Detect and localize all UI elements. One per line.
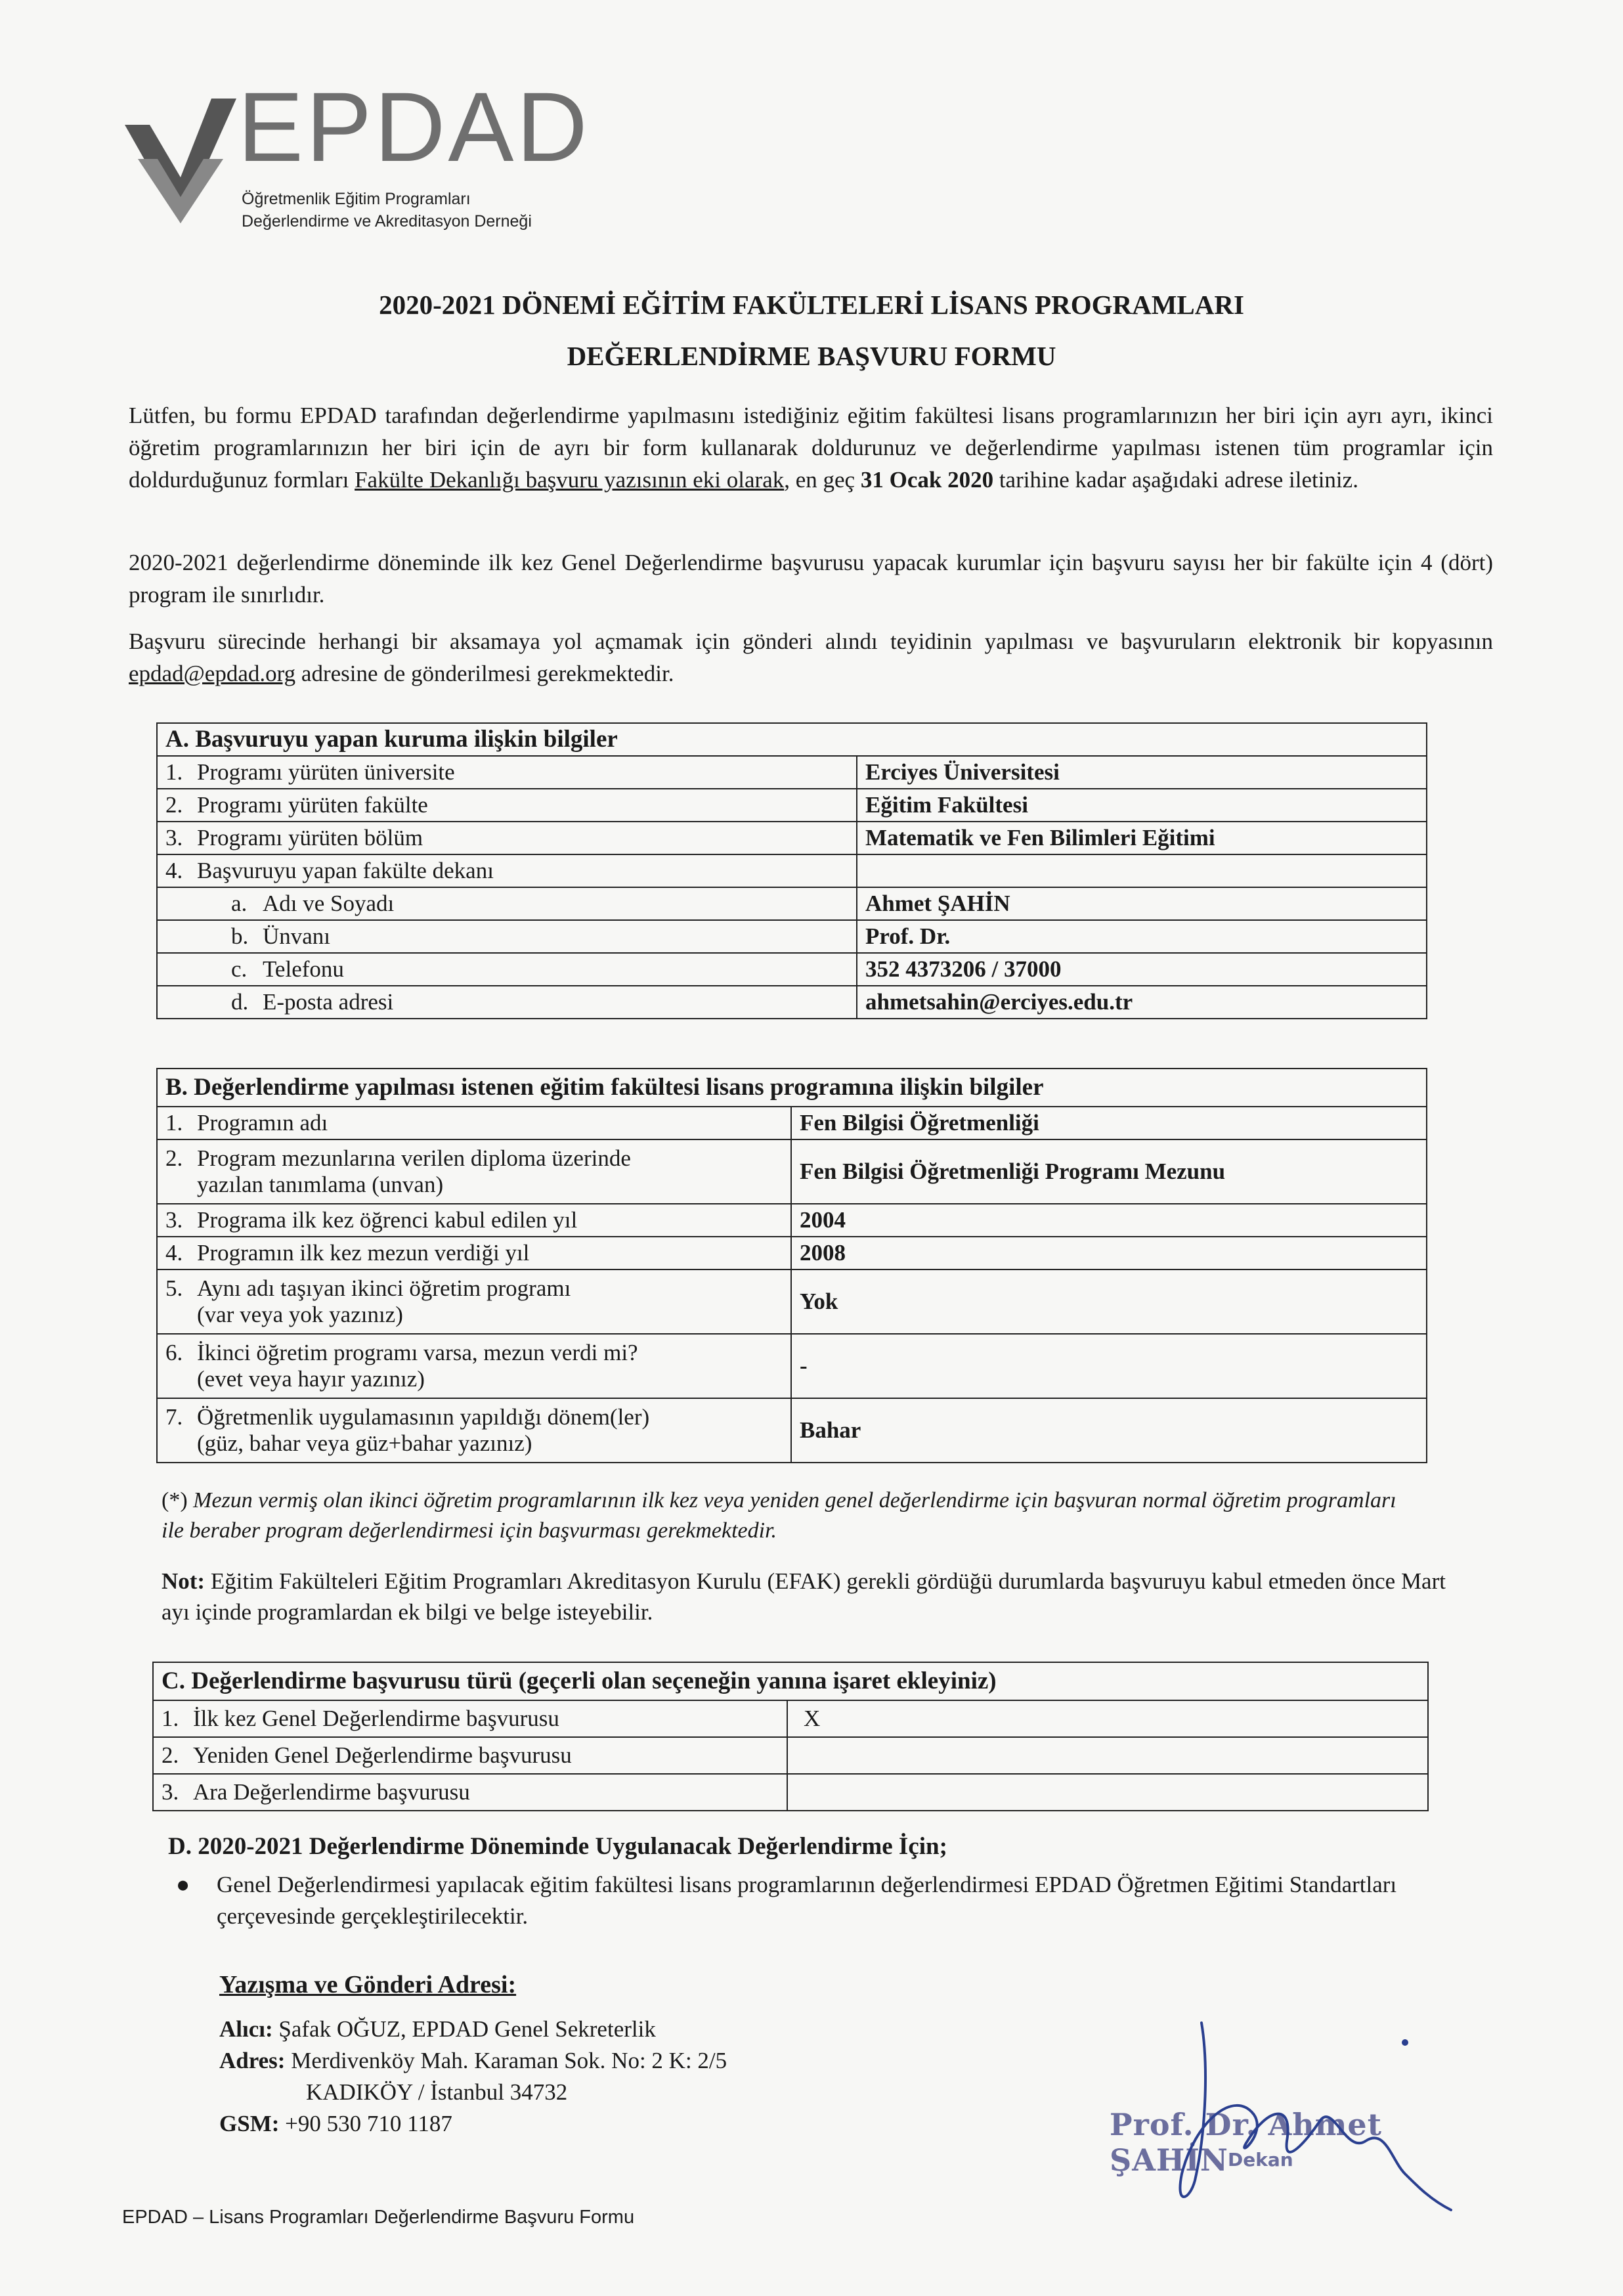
table-row xyxy=(157,756,1427,789)
row-value: Ahmet ŞAHİN xyxy=(857,887,1427,920)
postal-address-line2: KADIKÖY / İstanbul 34732 xyxy=(306,2079,568,2105)
row-value: Matematik ve Fen Bilimleri Eğitimi xyxy=(857,822,1427,854)
table-row xyxy=(157,789,1427,822)
intro-paragraph-1: Lütfen, bu formu EPDAD tarafından değerlendirme yapılmasını istediğiniz eğitim fakültesi lisans programlarınızın her biri için ayrı ayrı, ikinci öğretim programlarınızın her biri için de ayrı bir form kullanarak doldurunuz ve değerlendirme yapılması istenen tüm programlar için doldurduğunuz formları Fakülte Dekanlığı başvuru yazısının eki olarak, en geç 31 Ocak 2020 tarihine kadar aşağıdaki adrese iletiniz. xyxy=(129,403,1493,493)
row-label: 1. Programın adı xyxy=(157,1107,791,1139)
table-row xyxy=(157,953,1427,986)
section-b-table xyxy=(156,1068,1427,1463)
table-row xyxy=(153,1737,1428,1774)
row-label: 5. Aynı adı taşıyan ikinci öğretim programı (var veya yok yazınız) xyxy=(157,1269,791,1334)
logo-subtitle: Öğretmenlik Eğitim Programları Değerlendirme ve Akreditasyon Derneği xyxy=(242,190,532,231)
table-row xyxy=(157,1398,1427,1463)
row-value: Eğitim Fakültesi xyxy=(857,789,1427,822)
selection-cell[interactable] xyxy=(787,1737,1428,1774)
row-label: 2. Program mezunlarına verilen diploma üzerinde yazılan tanımlama (unvan) xyxy=(157,1139,791,1204)
table-row xyxy=(157,1204,1427,1237)
row-label: 3. Programa ilk kez öğrenci kabul edilen yıl xyxy=(157,1204,791,1237)
page-title-line2: DEĞERLENDİRME BAŞVURU FORMU xyxy=(567,341,1056,371)
signature xyxy=(1156,2010,1471,2213)
section-a-table xyxy=(156,722,1427,1019)
selection-cell[interactable] xyxy=(787,1774,1428,1811)
table-row xyxy=(153,1774,1428,1811)
row-label: 2. Programı yürüten fakülte xyxy=(157,789,857,822)
row-label: c. Telefonu xyxy=(157,953,857,986)
row-label: b. Ünvanı xyxy=(157,920,857,953)
dean-letter-attachment-text: Fakülte Dekanlığı başvuru yazısının eki olarak xyxy=(355,467,785,493)
recipient: Alıcı: Şafak OĞUZ, EPDAD Genel Sekreterlik xyxy=(219,2016,656,2042)
table-row xyxy=(157,1107,1427,1139)
table-row xyxy=(153,1700,1428,1737)
section-a-header: A. Başvuruyu yapan kuruma ilişkin bilgiler xyxy=(157,723,1427,756)
footnote: (*) Mezun vermiş olan ikinci öğretim programlarının ilk kez veya yeniden genel değerlendirme için başvuran normal öğretim programları ile beraber program değerlendirmesi için başvurması gerekmektedir. xyxy=(162,1488,1396,1543)
row-label: 1. İlk kez Genel Değerlendirme başvurusu xyxy=(153,1700,787,1737)
row-value: ahmetsahin@erciyes.edu.tr xyxy=(857,986,1427,1019)
section-c-table xyxy=(152,1662,1429,1811)
table-row xyxy=(157,822,1427,854)
table-row xyxy=(157,1139,1427,1204)
table-row xyxy=(157,986,1427,1019)
section-d-bullet: ● Genel Değerlendirmesi yapılacak eğitim fakültesi lisans programlarının değerlendirmesi EPDAD Öğretmen Eğitimi Standartları çerçevesinde gerçekleştirilecektir. xyxy=(176,1872,1397,1929)
table-row xyxy=(157,1237,1427,1269)
row-label: 1. Programı yürüten üniversite xyxy=(157,756,857,789)
row-value: Yok xyxy=(791,1269,1427,1334)
row-value: 2004 xyxy=(791,1204,1427,1237)
page-footer: EPDAD – Lisans Programları Değerlendirme Başvuru Formu xyxy=(122,2207,635,2228)
row-label: 2. Yeniden Genel Değerlendirme başvurusu xyxy=(153,1737,787,1774)
table-row xyxy=(157,1334,1427,1398)
row-label: 4. Başvuruyu yapan fakülte dekanı xyxy=(157,854,857,887)
row-value: Erciyes Üniversitesi xyxy=(857,756,1427,789)
page-title-line1: 2020-2021 DÖNEMİ EĞİTİM FAKÜLTELERİ LİSANS PROGRAMLARI xyxy=(379,290,1244,320)
section-b-header: B. Değerlendirme yapılması istenen eğitim fakültesi lisans programına ilişkin bilgiler xyxy=(157,1069,1427,1107)
selection-cell[interactable]: X xyxy=(787,1700,1428,1737)
table-row xyxy=(157,920,1427,953)
row-value: Fen Bilgisi Öğretmenliği xyxy=(791,1107,1427,1139)
row-label: 3. Programı yürüten bölüm xyxy=(157,822,857,854)
row-label: a. Adı ve Soyadı xyxy=(157,887,857,920)
gsm: GSM: +90 530 710 1187 xyxy=(219,2111,452,2136)
epdad-logo-check-icon xyxy=(125,99,236,223)
table-row xyxy=(157,887,1427,920)
row-value: Fen Bilgisi Öğretmenliği Programı Mezunu xyxy=(791,1139,1427,1204)
row-value: 352 4373206 / 37000 xyxy=(857,953,1427,986)
table-row xyxy=(157,1269,1427,1334)
intro-paragraph-2: 2020-2021 değerlendirme döneminde ilk kez Genel Değerlendirme başvurusu yapacak kurumlar için başvuru sayısı her bir fakülte için 4 (dört) program ile sınırlıdır. xyxy=(129,550,1493,607)
address-heading: Yazışma ve Gönderi Adresi: xyxy=(219,1971,517,1998)
row-label: 7. Öğretmenlik uygulamasının yapıldığı dönem(ler) (güz, bahar veya güz+bahar yazınız) xyxy=(157,1398,791,1463)
dean-stamp: Prof. Dr. Ahmet ŞAHİN Dekan xyxy=(1110,2107,1382,2178)
email-link[interactable]: epdad@epdad.org xyxy=(129,661,296,686)
row-value: Prof. Dr. xyxy=(857,920,1427,953)
table-row xyxy=(157,854,1427,887)
row-label: 6. İkinci öğretim programı varsa, mezun verdi mi? (evet veya hayır yazınız) xyxy=(157,1334,791,1398)
section-d-heading: D. 2020-2021 Değerlendirme Döneminde Uygulanacak Değerlendirme İçin; xyxy=(168,1833,947,1860)
logo-name: EPDAD xyxy=(238,72,590,182)
row-label: 3. Ara Değerlendirme başvurusu xyxy=(153,1774,787,1811)
note: Not: Eğitim Fakülteleri Eğitim Programları Akreditasyon Kurulu (EFAK) gerekli gördüğü durumlarda başvuruyu kabul etmeden önce Mart ayı içinde programlardan ek bilgi ve belge isteyebilir. xyxy=(162,1568,1446,1625)
row-label: d. E-posta adresi xyxy=(157,986,857,1019)
section-c-header: C. Değerlendirme başvurusu türü (geçerli olan seçeneğin yanına işaret ekleyiniz) xyxy=(153,1662,1428,1700)
intro-paragraph-3: Başvuru sürecinde herhangi bir aksamaya yol açmamak için gönderi alındı teyidinin yapılması ve başvuruların elektronik bir kopyasının epdad@epdad.org adresine de gönderilmesi gerekmektedir. xyxy=(129,629,1493,686)
row-value: Bahar xyxy=(791,1398,1427,1463)
row-value xyxy=(857,854,1427,887)
postal-address: Adres: Merdivenköy Mah. Karaman Sok. No: 2 K: 2/5 xyxy=(219,2048,727,2073)
row-label: 4. Programın ilk kez mezun verdiği yıl xyxy=(157,1237,791,1269)
row-value: - xyxy=(791,1334,1427,1398)
row-value: 2008 xyxy=(791,1237,1427,1269)
